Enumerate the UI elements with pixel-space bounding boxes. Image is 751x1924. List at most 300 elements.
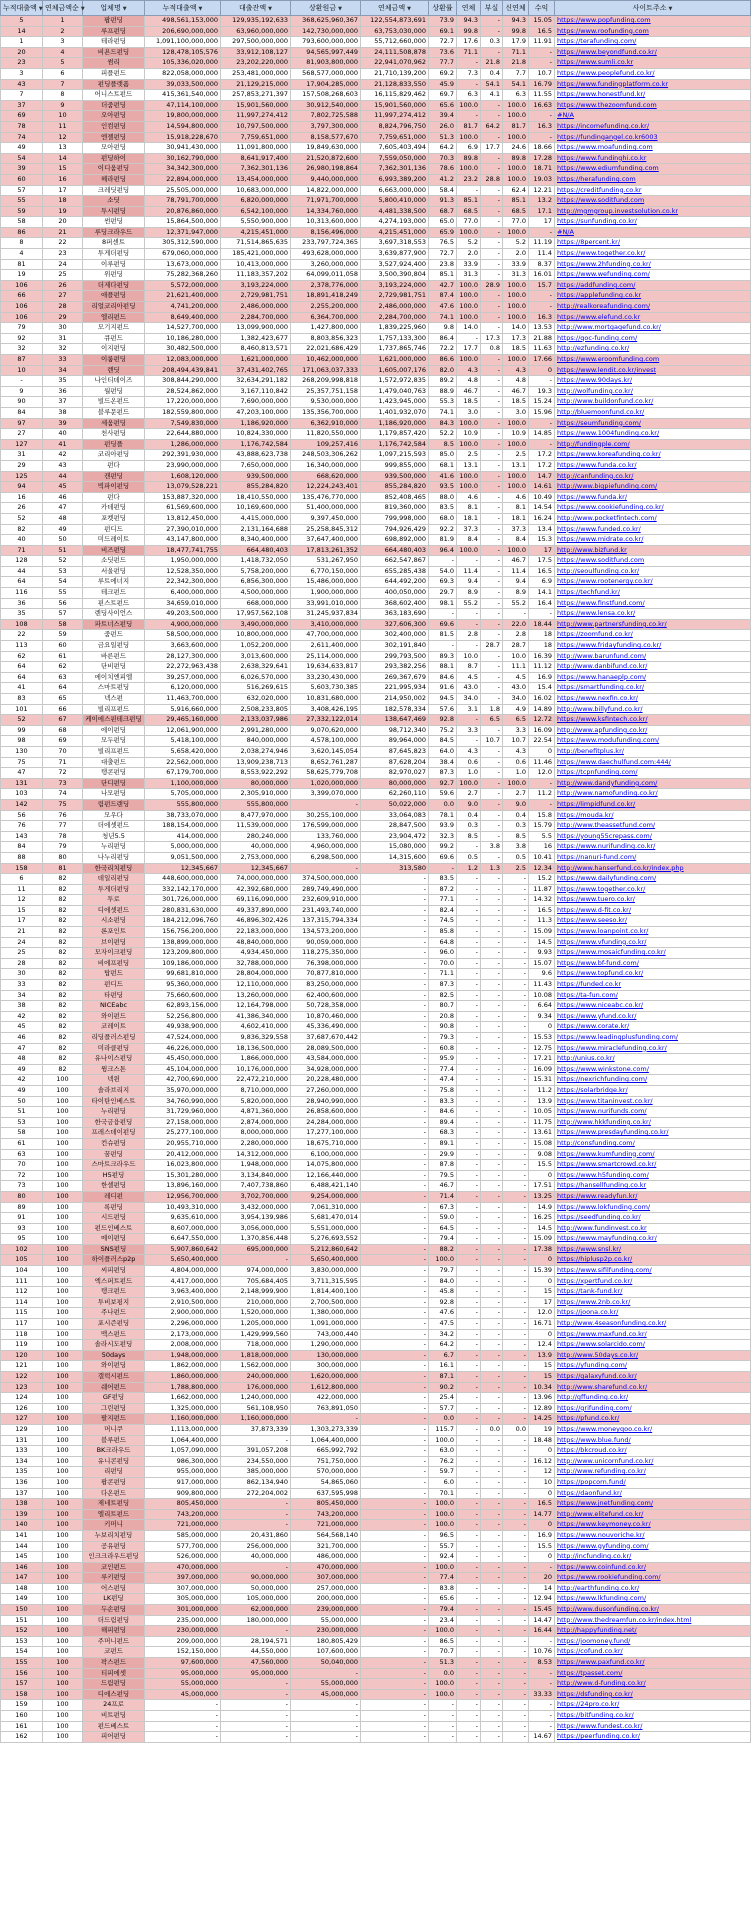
site-link[interactable]: http://ezfunding.co.kr/ [555,344,751,355]
site-link[interactable]: https://www.yfund.co.kr/ [555,1011,751,1022]
table-row [1,1488,751,1499]
site-link[interactable]: http://unius.co.kr/ [555,1054,751,1065]
cell-return: 6.9 [529,577,555,588]
cell-overdue-rate: - [457,842,481,853]
site-link[interactable]: https://www.roofunding.com [555,26,751,37]
site-link[interactable]: http://www.buildonfund.co.kr/ [555,397,751,408]
site-link[interactable]: https://www.funded.co.kr/ [555,524,751,535]
cell-new-overdue: - [503,1297,529,1308]
cell-repaid-principal: 17,277,100,000 [291,1128,361,1139]
site-link[interactable]: https://herafunding.com [555,174,751,185]
cell-overdue-amount: - [361,1530,429,1541]
cell-loan-balance: 2,280,000,000 [221,1138,291,1149]
cell-new-overdue: 31.3 [503,270,529,281]
site-link[interactable]: http://happyfunding.net/ [555,1626,751,1637]
site-link[interactable]: https://www.soditfund.com [555,196,751,207]
cell-overdue-amount: 655,285,438 [361,566,429,577]
site-link[interactable]: https://addfunding.com/ [555,280,751,291]
cell-company: 주나펀드 [83,1308,145,1319]
site-link[interactable]: https://limpidfund.co.kr/ [555,799,751,810]
site-link[interactable]: https://www.leadingplusfunding.com/ [555,1033,751,1044]
site-link[interactable]: https://seumfunding.com/ [555,418,751,429]
site-link[interactable]: https://applefunding.co.kr [555,291,751,302]
table-row [1,26,751,37]
site-link[interactable]: https://www.maxfund.co.kr/ [555,1329,751,1340]
cell-company: 펀딩하이 [83,153,145,164]
site-link[interactable]: https://incomefunding.co.kr/ [555,121,751,132]
cell-repayment-rate: 68.1 [429,460,457,471]
site-link[interactable]: https://zoomfund.co.kr/ [555,630,751,641]
cell-rank: 4 [1,249,43,260]
site-link[interactable]: https://www.funda.kr/ [555,492,751,503]
cell-overdue-rate: 2.8 [457,630,481,641]
cell-company: 펀드인베스트 [83,1223,145,1234]
site-link[interactable]: http://www.pocketfintech.com/ [555,513,751,524]
site-link[interactable]: https://www.paxfund.co.kr/ [555,1658,751,1669]
col-header-rank[interactable]: 누적대출액 ▼ [1,1,43,16]
cell-loan-balance: 12,110,000,000 [221,980,291,991]
site-link[interactable]: https://joona.co.kr/ [555,1308,751,1319]
cell-new-overdue: 8.9 [503,588,529,599]
site-link[interactable]: https://www.fundest.co.kr/ [555,1721,751,1732]
table-row [1,1530,751,1541]
cell-overdue-amount: - [361,1297,429,1308]
cell-new-overdue: 89.8 [503,153,529,164]
site-link[interactable]: https://www.kumfunding.com/ [555,1149,751,1160]
site-link[interactable]: https://www.winkstone.com/ [555,1064,751,1075]
site-link[interactable]: https://www.mayfunding.co.kr/ [555,1234,751,1245]
cell-loan-balance: 7,362,301,136 [221,164,291,175]
site-link[interactable]: https://bkcroud.co.kr/ [555,1446,751,1457]
site-link[interactable]: https://www.nurifunding.co.kr/ [555,842,751,853]
table-row [1,1138,751,1149]
cell-rank: 54 [1,153,43,164]
col-header-return[interactable]: 수익 [529,1,555,16]
cell-bad-debt: - [481,746,503,757]
cell-loan-balance: 4,500,000,000 [221,588,291,599]
cell-new-overdue: - [503,1329,529,1340]
col-header-company[interactable]: 업체명 ▼ [83,1,145,16]
site-link[interactable]: https://www.cookiefunding.co.kr/ [555,503,751,514]
site-link[interactable]: https://www.nouvoriche.kr/ [555,1530,751,1541]
site-link[interactable]: http://www.thedreamfun.co.kr/index.html [555,1615,751,1626]
site-link[interactable]: https://www.koreafunding.co.kr/ [555,450,751,461]
site-link[interactable]: http://wolfunding.co.kr/ [555,386,751,397]
site-link[interactable]: http://seoulfunding.co.kr/ [555,566,751,577]
cell-bad-debt: - [481,821,503,832]
cell-overdue-amount: 2,729,981,751 [361,291,429,302]
cell-company: 애플펀딩 [83,291,145,302]
cell-repaid-principal: 805,450,000 [291,1499,361,1510]
site-link[interactable]: https://www.vfunding.co.kr/ [555,937,751,948]
site-link[interactable]: https://www.h5funding.com/ [555,1170,751,1181]
site-link[interactable]: https://www.nurifunds.com/ [555,1107,751,1118]
col-header-overdue-rate[interactable]: 연체 [457,1,481,16]
site-link[interactable]: http://www.unicornfund.co.kr/ [555,1456,751,1467]
site-link[interactable]: https://www.blue.fund/ [555,1435,751,1446]
col-header-loan-balance[interactable]: 대출잔액 ▼ [221,1,291,16]
site-link[interactable]: https://www.together.co.kr/ [555,249,751,260]
site-link[interactable]: https://www.niceabc.co.kr/ [555,1001,751,1012]
site-link[interactable]: https://smartfunding.co.kr/ [555,683,751,694]
table-row [1,927,751,938]
cell-return: 15.5 [529,1160,555,1171]
site-link[interactable]: http://www.dusonfunding.co.kr/ [555,1605,751,1616]
site-link[interactable]: https://www.sifilfunding.com/ [555,1266,751,1277]
site-link[interactable]: https://grifunding.com/ [555,1403,751,1414]
cell-bad-debt: - [481,1647,503,1658]
col-header-overdue-amount[interactable]: 연체금액 ▼ [361,1,429,16]
site-link[interactable]: https://www.lokfunding.com/ [555,1202,751,1213]
site-link[interactable]: http://www.fundinvest.co.kr [555,1223,751,1234]
cell-loan-balance: 297,500,000,000 [221,37,291,48]
cell-overdue-rate: - [457,958,481,969]
cell-return: 15.24 [529,397,555,408]
cell-overdue-rate: 100.0 [457,778,481,789]
cell-rank: 82 [1,524,43,535]
cell-bad-debt: - [481,164,503,175]
site-link[interactable]: https://www.hanaeplp.com/ [555,672,751,683]
cell-rank: 58 [1,217,43,228]
site-link[interactable]: https://www.beyondfund.co.kr/ [555,47,751,58]
cell-repaid-principal: 637,595,998 [291,1488,361,1499]
cell-repaid-principal: 5,603,730,385 [291,683,361,694]
site-link[interactable]: #N/A [555,227,751,238]
site-link[interactable]: https://www.moneyqoo.co.kr/ [555,1424,751,1435]
site-link[interactable]: https://www.titaninvest.co.kr/ [555,1096,751,1107]
cell-rank: 26 [1,503,43,514]
site-link[interactable]: https://www.finstfund.com/ [555,598,751,609]
site-link[interactable]: https://www.90days.kr/ [555,376,751,387]
site-link[interactable]: https://8percent.kr/ [555,238,751,249]
cell-new-overdue: - [503,916,529,927]
cell-bad-debt: 1.3 [481,863,503,874]
site-link[interactable]: https://www.midrate.co.kr/ [555,535,751,546]
site-link[interactable]: https://galaxyfund.co.kr/ [555,1372,751,1383]
cell-loan-balance: 8,553,922,292 [221,768,291,779]
site-link[interactable]: https://www.smartcrowd.co.kr/ [555,1160,751,1171]
site-link[interactable]: https://tcpnfunding.com/ [555,768,751,779]
cell-bad-debt: - [481,323,503,334]
site-link[interactable]: https://www.lendit.co.kr/invest [555,365,751,376]
site-link[interactable]: http://www.refunding.co.kr/ [555,1467,751,1478]
cell-overdue-amount: - [361,1107,429,1118]
site-link[interactable]: http://bluemoonfund.co.kr/ [555,407,751,418]
cell-overdue-rate: - [457,1594,481,1605]
site-link[interactable]: http://mgmgroup.investsolution.co.kr [555,206,751,217]
cell-new-overdue: 21.8 [503,58,529,69]
site-link[interactable]: https://www.1004funding.co.kr/ [555,429,751,440]
site-link[interactable]: https://dsfunding.co.kr/ [555,1689,751,1700]
site-link[interactable]: http://gffunding.co.kr/ [555,1393,751,1404]
cell-company: BK크라우드 [83,1446,145,1457]
cell-repaid-principal: - [291,1732,361,1743]
cell-accumulated-loans: 5,658,420,000 [145,746,221,757]
site-link[interactable]: https://nexrichfunding.com/ [555,1075,751,1086]
site-link[interactable]: https://www.loanpoint.co.kr/ [555,927,751,938]
cell-new-overdue: - [503,1583,529,1594]
site-link[interactable]: https://www.jnetfunding.com/ [555,1499,751,1510]
cell-loan-balance: 2,729,981,751 [221,291,291,302]
site-link[interactable]: http://canfunding.co.kr/ [555,471,751,482]
cell-overdue-rank: 4 [43,47,83,58]
cell-return: 15.09 [529,927,555,938]
site-link[interactable]: https://www.keymoney.co.kr/ [555,1520,751,1531]
site-link[interactable]: https://www.wefunding.com/ [555,270,751,281]
cell-overdue-rank: 100 [43,1424,83,1435]
cell-company: 어니스트펀드 [83,90,145,101]
col-header-repayment-rate[interactable]: 상환률 [429,1,457,16]
cell-new-overdue: 46.7 [503,386,529,397]
site-link[interactable]: http://www.billyfund.co.kr/ [555,704,751,715]
site-link[interactable]: http://www.mortgagefund.co.kr/ [555,323,751,334]
cell-return: 13.53 [529,323,555,334]
cell-return: 15.96 [529,407,555,418]
site-link[interactable]: https://www.tuero.co.kr/ [555,895,751,906]
site-link[interactable]: https://www.funda.co.kr/ [555,460,751,471]
col-header-site-url[interactable]: 사이트주소 ▼ [555,1,751,16]
cell-bad-debt: 28.7 [481,641,503,652]
site-link[interactable]: https://www.topfund.co.kr/ [555,969,751,980]
cell-repayment-rate: 25.4 [429,1393,457,1404]
table-row [1,439,751,450]
col-header-bad-debt[interactable]: 부실 [481,1,503,16]
site-link[interactable]: https://solarbridge.kr/ [555,1085,751,1096]
site-link[interactable]: https://www.dailyfunding.com/ [555,874,751,885]
site-link[interactable]: https://young55crepass.com/ [555,831,751,842]
cell-bad-debt: - [481,482,503,493]
cell-overdue-rank: 82 [43,958,83,969]
cell-return: 16.5 [529,905,555,916]
site-link[interactable]: http://www.4seasonfunding.co.kr/ [555,1319,751,1330]
site-link[interactable]: http://www.50days.co.kr/ [555,1350,751,1361]
cell-company: 리얼코리아펀딩 [83,302,145,313]
site-link[interactable]: http://www.bizfund.kr [555,545,751,556]
site-link[interactable]: http://www.namofunding.co.kr/ [555,789,751,800]
site-link[interactable]: http://www.sharefund.co.kr/ [555,1382,751,1393]
cell-rank: 10 [1,365,43,376]
cell-loan-balance: 1,866,000,000 [221,1054,291,1065]
table-row [1,121,751,132]
cell-accumulated-loans: 22,342,300,000 [145,577,221,588]
cell-company: 50days [83,1350,145,1361]
cell-overdue-rate: 100.0 [457,291,481,302]
site-link[interactable]: https://www.popfunding.com [555,16,751,27]
site-link[interactable]: https://www.lensa.co.kr/ [555,609,751,620]
col-header-new-overdue[interactable]: 신연체 [503,1,529,16]
site-link[interactable]: http://earthfunding.co.kr/ [555,1583,751,1594]
site-link[interactable]: http://incfunding.co.kr/ [555,1552,751,1563]
site-link[interactable]: https://www.mosaicfunding.co.kr/ [555,948,751,959]
cell-overdue-rank: 15 [43,164,83,175]
site-link[interactable]: https://www.daechulfund.com:444/ [555,757,751,768]
site-link[interactable]: https://www.fundingplatform.co.kr [555,79,751,90]
site-link[interactable]: https://www.seeso.kr/ [555,916,751,927]
site-link[interactable]: https://www.2nb.co.kr/ [555,1297,751,1308]
site-link[interactable]: https://hansellfunding.co.kr [555,1181,751,1192]
site-link[interactable]: http://benefitplus.kr/ [555,746,751,757]
site-link[interactable]: https://www.modufunding.com/ [555,736,751,747]
site-link[interactable]: https://www.coinfund.co.kr/ [555,1562,751,1573]
site-link[interactable]: https://www.bf-fund.com/ [555,958,751,969]
site-link[interactable]: https://www.eroomfunding.com [555,355,751,366]
cell-rank: 84 [1,842,43,853]
site-link[interactable]: https://www.together.co.kr/ [555,884,751,895]
cell-overdue-rate: 100.0 [457,164,481,175]
site-link[interactable]: http://consfunding.com/ [555,1138,751,1149]
site-link[interactable]: http://www.danbifund.co.kr/ [555,662,751,673]
site-link[interactable]: https://www.peoplefund.co.kr/ [555,68,751,79]
site-link[interactable]: https://mouda.kr/ [555,810,751,821]
cell-bad-debt: - [481,1658,503,1669]
table-row [1,1107,751,1118]
site-link[interactable]: http://realkoreafunding.com/ [555,302,751,313]
col-header-overdue-rank[interactable]: 연체금액순 ▼ [43,1,83,16]
site-link[interactable]: http://www.theassetfund.com/ [555,821,751,832]
site-link[interactable]: https://yfunding.com/ [555,1361,751,1372]
site-link[interactable]: https://peerfunding.co.kr/ [555,1732,751,1743]
cell-accumulated-loans: 27,390,010,000 [145,524,221,535]
cell-rank: 45 [1,1022,43,1033]
site-link[interactable]: https://www.solarcido.com/ [555,1340,751,1351]
site-link[interactable]: https://daonfund.kr/ [555,1488,751,1499]
site-link[interactable]: https://ta-fun.com/ [555,990,751,1001]
cell-repayment-rate: 52.2 [429,429,457,440]
cell-bad-debt: - [481,1372,503,1383]
cell-loan-balance: 71,514,865,635 [221,238,291,249]
site-link[interactable]: https://www.fundinghi.co.kr [555,153,751,164]
site-link[interactable]: https://qoc-funding.com/ [555,333,751,344]
site-link[interactable]: https://www.corate.kr/ [555,1022,751,1033]
site-link[interactable]: https://techfund.kr/ [555,588,751,599]
site-link[interactable]: https://www.2hfunding.co.kr/ [555,259,751,270]
site-link[interactable]: https://www.readyfun.kr/ [555,1191,751,1202]
cell-accumulated-loans: 986,300,000 [145,1456,221,1467]
site-link[interactable]: #N/A [555,111,751,122]
cell-overdue-rank: 57 [43,609,83,620]
site-link[interactable]: http://www.d-funding.co.kr/ [555,1679,751,1690]
cell-return: 15.39 [529,1266,555,1277]
table-row [1,386,751,397]
cell-overdue-rank: 100 [43,1732,83,1743]
cell-overdue-amount: - [361,1096,429,1107]
cell-accumulated-loans: 34,342,300,000 [145,164,221,175]
site-link[interactable]: https://joomoney.fund/ [555,1636,751,1647]
cell-rank: 119 [1,1340,43,1351]
site-link[interactable]: https://xpertfund.co.kr/ [555,1276,751,1287]
cell-new-overdue: - [503,1340,529,1351]
site-link[interactable]: https://www.thezoomfund.com [555,100,751,111]
cell-overdue-rank: 39 [43,418,83,429]
site-link[interactable]: http://www.barunfund.com/ [555,651,751,662]
site-link[interactable]: https://www.gyfunding.com/ [555,1541,751,1552]
col-header-repaid-principal[interactable]: 상환원금 ▼ [291,1,361,16]
cell-overdue-rate: - [457,1170,481,1181]
cell-overdue-rank: 100 [43,1213,83,1224]
cell-return: 13.9 [529,1096,555,1107]
cell-overdue-rank: 100 [43,1456,83,1467]
site-link[interactable]: https://www.d-fit.co.kr/ [555,905,751,916]
site-link[interactable]: https://hiplusp2p.co.kr/ [555,1255,751,1266]
site-link[interactable]: https://www.lkfunding.com/ [555,1594,751,1605]
cell-overdue-rank: 100 [43,1372,83,1383]
site-link[interactable]: https://www.miraclefunding.co.kr/ [555,1043,751,1054]
site-link[interactable]: https://www.rookiefunding.com/ [555,1573,751,1584]
site-link[interactable]: https://sunfunding.co.kr/ [555,217,751,228]
site-link[interactable]: http://www.hanserfund.co.kr/index.php [555,863,751,874]
cell-company: 엘리트펀드 [83,1509,145,1520]
site-link[interactable]: https://tpasset.com/ [555,1668,751,1679]
cell-rank: 27 [1,429,43,440]
site-link[interactable]: https://fundingangel.co.kr6003 [555,132,751,143]
cell-return: - [529,376,555,387]
cell-bad-debt: - [481,1467,503,1478]
site-link[interactable]: https://www.presdayfunding.co.kr/ [555,1128,751,1139]
site-link[interactable]: https://24pro.co.kr/ [555,1700,751,1711]
site-link[interactable]: https://www.ediumfunding.com [555,164,751,175]
cell-accumulated-loans: 498,561,153,000 [145,16,221,27]
cell-repaid-principal: 3,408,426,195 [291,704,361,715]
site-link[interactable]: http://www.elitefund.co.kr/ [555,1509,751,1520]
site-link[interactable]: https://www.fridayfunding.co.kr/ [555,641,751,652]
site-link[interactable]: https://pfund.co.kr/ [555,1414,751,1425]
site-link[interactable]: https://www.ksfintech.co.kr/ [555,715,751,726]
site-link[interactable]: https://funded.co.kr [555,980,751,991]
site-link[interactable]: https://www.snsl.kr/ [555,1244,751,1255]
cell-return: 0 [529,1552,555,1563]
site-link[interactable]: https://seedfunding.co.kr/ [555,1213,751,1224]
site-link[interactable]: http://www.partnersfunding.co.kr/ [555,619,751,630]
cell-loan-balance: 20,431,860 [221,1530,291,1541]
site-link[interactable]: http://www.apfunding.co.kr/ [555,725,751,736]
cell-new-overdue: - [503,1446,529,1457]
site-link[interactable]: https://popcorn.fund/ [555,1477,751,1488]
site-link[interactable]: http://www.bigpiefunding.com/ [555,482,751,493]
site-link[interactable]: https://www.soditfund.com [555,556,751,567]
site-link[interactable]: https://tank-fund.kr/ [555,1287,751,1298]
site-link[interactable]: http://fundingple.com/ [555,439,751,450]
site-link[interactable]: https://www.rootenergy.co.kr/ [555,577,751,588]
site-link[interactable]: https://terafunding.com/ [555,37,751,48]
table-row [1,619,751,630]
cell-repayment-rate: 84.5 [429,736,457,747]
cell-overdue-rank: 100 [43,1446,83,1457]
cell-overdue-rate: - [457,1446,481,1457]
site-link[interactable]: https://www.sumli.co.kr [555,58,751,69]
site-link[interactable]: https://www.moafunding.com [555,143,751,154]
cell-accumulated-loans: 415,361,540,000 [145,90,221,101]
site-link[interactable]: https://www.elefund.co.kr [555,312,751,323]
cell-repayment-rate: 68.3 [429,1128,457,1139]
site-link[interactable]: http://www.hkkfunding.co.kr/ [555,1117,751,1128]
cell-bad-debt: - [481,609,503,620]
cell-overdue-rank: 100 [43,1382,83,1393]
site-link[interactable]: https://creditfunding.co.kr [555,185,751,196]
cell-loan-balance: - [221,1711,291,1722]
cell-company: 루딩크라우드 [83,227,145,238]
site-link[interactable]: https://bitfunding.co.kr/ [555,1711,751,1722]
site-link[interactable]: https://www.nexfin.co.kr/ [555,694,751,705]
site-link[interactable]: https://cofund.co.kr/ [555,1647,751,1658]
site-link[interactable]: https://nanuri-fund.com/ [555,852,751,863]
site-link[interactable]: http://www.dandyfunding.com/ [555,778,751,789]
cell-return: 14.85 [529,429,555,440]
cell-new-overdue: 100.0 [503,355,529,366]
table-row [1,609,751,620]
col-header-accumulated-loans[interactable]: 누적대출액 ▼ [145,1,221,16]
site-link[interactable]: https://www.honestfund.kr/ [555,90,751,101]
table-row [1,1213,751,1224]
